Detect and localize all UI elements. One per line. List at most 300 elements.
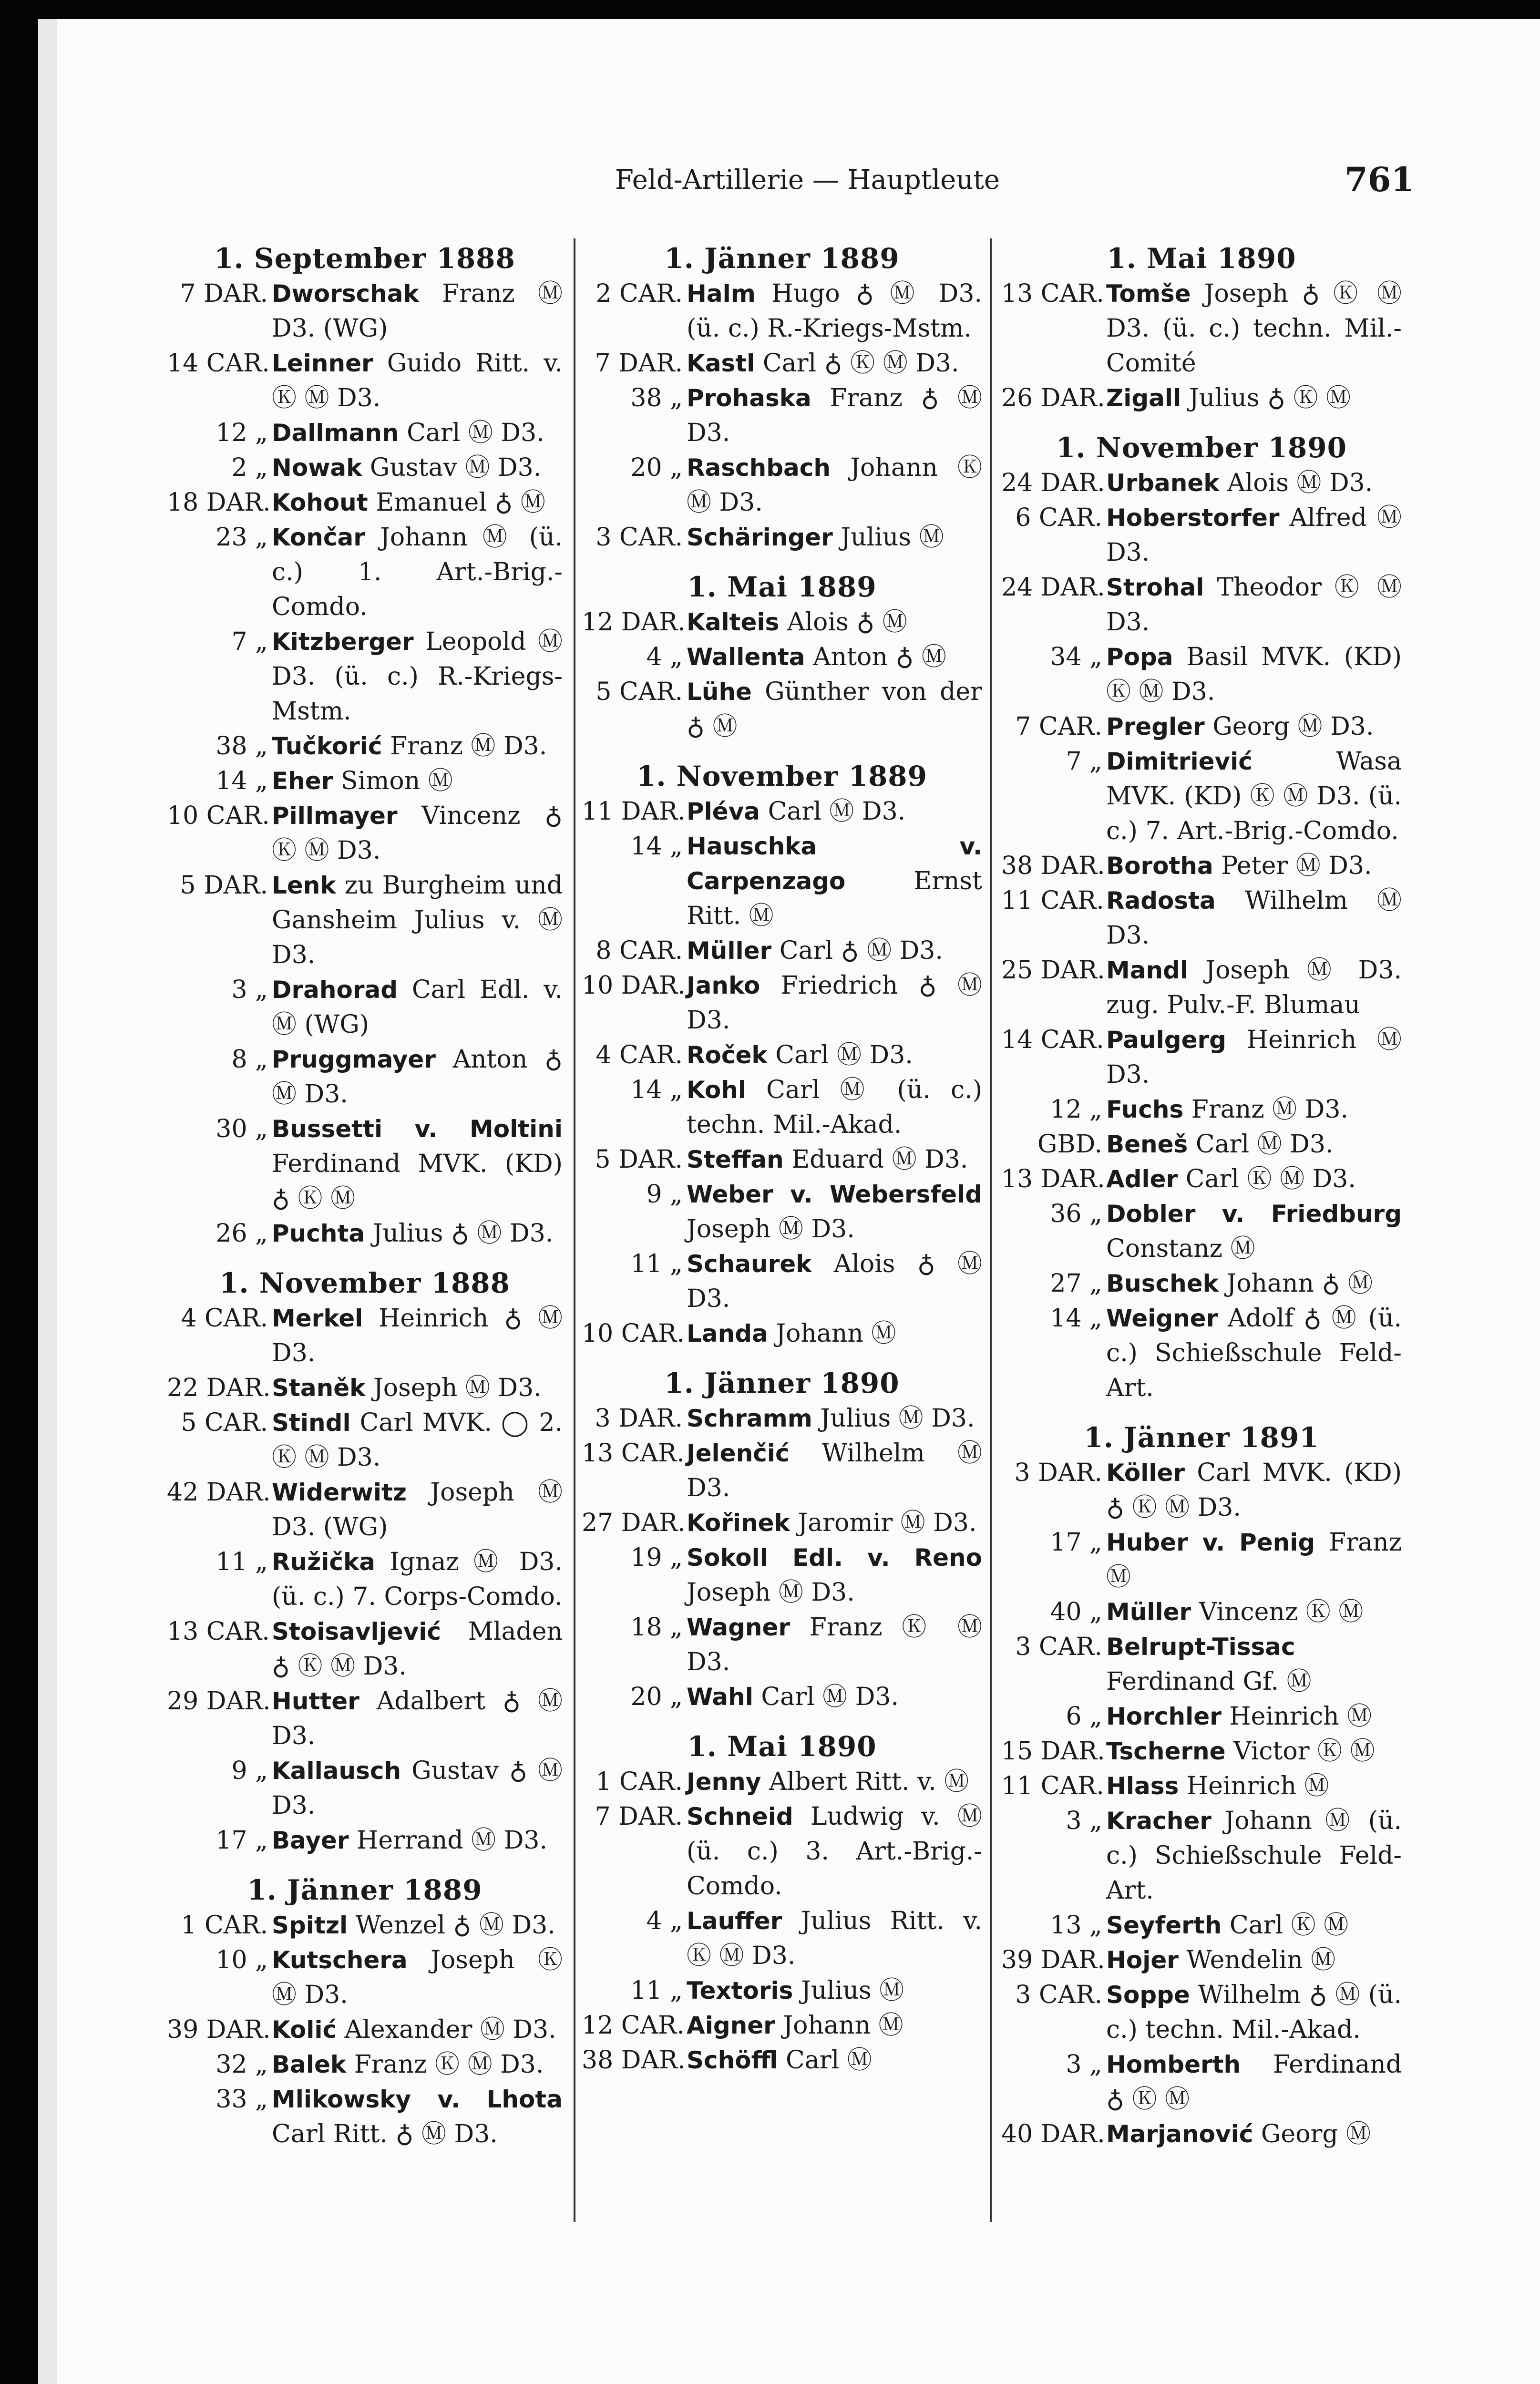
- officer-details: Jaromir Ⓜ D3.: [798, 1509, 977, 1537]
- officer-text: [272, 2082, 563, 2152]
- officer-entry: [167, 416, 563, 451]
- unit-label: 13 DAR.: [1001, 1165, 1105, 1193]
- officer-text: [687, 1073, 982, 1142]
- officer-name: Jelenčić: [687, 1439, 790, 1467]
- officer-details: Carl Ⓜ D3.: [1195, 1130, 1334, 1159]
- officer-entry: [1001, 1525, 1402, 1595]
- officer-name: Raschbach: [687, 454, 831, 482]
- officer-entry: [582, 968, 982, 1038]
- unit-label: 13 CAR.: [1001, 279, 1104, 308]
- unit-label: 7 DAR.: [180, 279, 268, 308]
- officer-details: Carl ♁ Ⓜ D3.: [779, 936, 943, 965]
- officer-text: [272, 1545, 563, 1614]
- officer-name: Aigner: [687, 2012, 775, 2039]
- officer-details: Eduard Ⓜ D3.: [791, 1145, 968, 1174]
- officer-text: [687, 1541, 982, 1610]
- officer-details: Joseph Ⓜ D3.: [687, 1215, 855, 1243]
- officer-details: Joseph Ⓜ D3.: [687, 1578, 855, 1607]
- column-2: [582, 241, 982, 2078]
- officer-details: Johann Ⓚ Ⓜ D3.: [687, 453, 983, 517]
- officer-name: Hauschka v. Carpenzago: [687, 832, 982, 895]
- officer-name: Dobler v. Friedburg: [1106, 1200, 1402, 1228]
- officer-entry: [1001, 381, 1402, 416]
- officer-entry: [1001, 277, 1402, 381]
- officer-name: Wahl: [687, 1683, 753, 1711]
- officer-name: Kastl: [687, 349, 755, 377]
- officer-name: Kalteis: [687, 608, 780, 636]
- officer-entry: [167, 1042, 563, 1112]
- officer-entry: [582, 1038, 982, 1073]
- unit-label: 12 „: [216, 419, 268, 447]
- officer-name: Prohaska: [687, 384, 811, 412]
- section-heading: 1. November 1888: [219, 1267, 511, 1299]
- unit-label: 3 CAR.: [1015, 1981, 1102, 2009]
- officer-name: Stindl: [272, 1409, 351, 1437]
- officer-entry: [582, 1904, 982, 1973]
- officer-text: [687, 794, 982, 829]
- officer-text: [1106, 1266, 1402, 1301]
- officer-entry: [1001, 744, 1402, 849]
- officer-name: Schramm: [687, 1405, 812, 1432]
- officer-entry: [582, 1401, 982, 1436]
- unit-label: 17 „: [1050, 1528, 1102, 1557]
- officer-entry: [1001, 1630, 1402, 1699]
- officer-details: Georg Ⓜ: [1261, 2120, 1371, 2148]
- column-rule: [574, 238, 575, 2222]
- officer-details: Günther von der ♁ Ⓜ: [687, 678, 983, 741]
- officer-details: Carl Ⓜ D3.: [761, 1683, 899, 1711]
- officer-text: [1106, 381, 1402, 416]
- officer-details: Carl MVK. ◯ 2. Ⓚ Ⓜ D3.: [272, 1408, 563, 1472]
- unit-label: 19 „: [630, 1543, 683, 1572]
- unit-label: GBD.: [1037, 1130, 1102, 1159]
- officer-name: Borotha: [1106, 852, 1213, 880]
- officer-entry: [582, 1142, 982, 1177]
- officer-details: Franz Ⓜ D3.: [390, 732, 547, 760]
- scan-border-left: [0, 0, 38, 2384]
- officer-entry: [582, 675, 982, 744]
- officer-name: Hoberstorfer: [1106, 504, 1280, 532]
- officer-text: [272, 1301, 563, 1371]
- officer-details: Joseph Ⓜ D3. (WG): [272, 1478, 563, 1541]
- officer-text: [272, 868, 563, 973]
- officer-details: Carl Edl. v. Ⓜ (WG): [272, 976, 563, 1039]
- unit-label: 6 „: [1066, 1702, 1102, 1731]
- officer-name: Staněk: [272, 1374, 366, 1402]
- officer-name: Kitzberger: [272, 628, 414, 656]
- officer-details: Julius ♁ Ⓜ D3.: [372, 1219, 554, 1248]
- officer-details: Julius Ⓜ: [841, 523, 944, 552]
- officer-text: [272, 1614, 563, 1684]
- officer-text: [272, 1042, 563, 1112]
- officer-details: Franz Ⓜ D3. (WG): [272, 279, 563, 343]
- officer-text: [1106, 1699, 1402, 1734]
- officer-name: Balek: [272, 2051, 347, 2078]
- officer-name: Schneid: [687, 1803, 793, 1830]
- officer-entry: [582, 605, 982, 640]
- officer-name: Lenk: [272, 872, 336, 899]
- officer-entry: [1001, 884, 1402, 953]
- officer-text: [272, 1406, 563, 1475]
- officer-entry: [167, 1216, 563, 1251]
- officer-text: [687, 1973, 982, 2008]
- officer-entry: [1001, 1908, 1402, 1943]
- officer-entry: [582, 381, 982, 451]
- officer-text: [1106, 1456, 1402, 1525]
- officer-details: Mladen ♁ Ⓚ Ⓜ D3.: [272, 1617, 563, 1681]
- officer-details: Julius ♁ Ⓚ Ⓜ: [1189, 384, 1351, 412]
- officer-entry: [1001, 1092, 1402, 1127]
- officer-details: Johann Ⓜ (ü. c.) Schießschule Feld-Art.: [1106, 1807, 1402, 1905]
- officer-details: Julius Ⓜ D3.: [820, 1404, 975, 1433]
- officer-entry: [167, 868, 563, 973]
- unit-label: 6 CAR.: [1015, 504, 1102, 532]
- officer-details: Carl ♁ Ⓚ Ⓜ D3.: [762, 349, 959, 378]
- unit-label: 26 „: [216, 1219, 268, 1248]
- unit-label: 22 DAR.: [167, 1374, 271, 1402]
- officer-details: Gustav ♁ Ⓜ D3.: [272, 1757, 563, 1820]
- officer-text: [687, 1765, 982, 1799]
- officer-details: Ludwig v. Ⓜ (ü. c.) 3. Art.-Brig.-Comdo.: [687, 1802, 982, 1901]
- officer-name: Kutschera: [272, 1946, 408, 1974]
- officer-text: [272, 485, 563, 520]
- officer-text: [1106, 466, 1402, 501]
- officer-entry: [167, 1545, 563, 1614]
- officer-entry: [167, 973, 563, 1042]
- officer-details: Constanz Ⓜ: [1106, 1234, 1255, 1263]
- officer-entry: [167, 346, 563, 416]
- officer-details: Hugo ♁ Ⓜ D3. (ü. c.) R.-Kriegs-Mstm.: [687, 279, 982, 343]
- officer-text: [1106, 849, 1402, 884]
- unit-label: 7 CAR.: [1015, 712, 1102, 741]
- officer-text: [687, 520, 982, 555]
- officer-entry: [167, 485, 563, 520]
- officer-entry: [1001, 1699, 1402, 1734]
- unit-label: 7 DAR.: [595, 1802, 683, 1831]
- officer-name: Puchta: [272, 1220, 365, 1247]
- officer-details: Heinrich Ⓜ: [1186, 1772, 1329, 1800]
- officer-entry: [1001, 2117, 1402, 2152]
- unit-label: 5 DAR.: [180, 871, 268, 900]
- officer-text: [687, 605, 982, 640]
- officer-text: [272, 1943, 563, 2013]
- unit-label: 27 DAR.: [582, 1509, 686, 1537]
- officer-details: Joseph Ⓜ D3. zug. Pulv.-F. Blumau: [1106, 956, 1402, 1019]
- officer-text: [272, 2047, 563, 2082]
- officer-text: [1106, 570, 1402, 640]
- officer-text: [272, 1823, 563, 1858]
- officer-entry: [167, 1943, 563, 2013]
- officer-entry: [582, 1177, 982, 1247]
- unit-label: 3 DAR.: [595, 1404, 683, 1433]
- officer-details: Wenzel ♁ Ⓜ D3.: [355, 1911, 555, 1940]
- officer-name: Schäringer: [687, 524, 833, 551]
- section-heading: 1. Mai 1889: [687, 571, 877, 603]
- unit-label: 40 „: [1050, 1598, 1102, 1626]
- officer-text: [1106, 884, 1402, 953]
- unit-label: 5 DAR.: [595, 1145, 683, 1174]
- officer-details: Ignaz Ⓜ D3. (ü. c.) 7. Corps-Comdo.: [272, 1548, 563, 1611]
- page-number: 761: [1345, 160, 1415, 199]
- unit-label: 1 CAR.: [181, 1911, 268, 1940]
- officer-details: Vincenz ♁ Ⓚ Ⓜ D3.: [272, 802, 563, 865]
- officer-name: Weigner: [1106, 1305, 1218, 1332]
- unit-label: 3 DAR.: [1014, 1459, 1102, 1487]
- officer-details: Peter Ⓜ D3.: [1221, 852, 1372, 880]
- officer-entry: [167, 1908, 563, 1943]
- unit-label: 14 „: [216, 767, 268, 795]
- officer-entry: [167, 1112, 563, 1216]
- officer-entry: [582, 346, 982, 381]
- unit-label: 38 „: [216, 732, 268, 760]
- unit-label: 8 „: [231, 1045, 268, 1074]
- unit-label: 12 „: [1050, 1095, 1102, 1124]
- officer-name: Horchler: [1106, 1703, 1222, 1730]
- officer-name: Lühe: [687, 678, 752, 706]
- officer-details: Carl Ⓜ D3.: [775, 1041, 913, 1069]
- unit-label: 18 DAR.: [167, 488, 271, 517]
- officer-details: zu Burgheim und Gansheim Julius v. Ⓜ D3.: [272, 871, 563, 969]
- unit-label: 25 DAR.: [1001, 956, 1105, 985]
- officer-text: [1106, 1301, 1402, 1406]
- unit-label: 39 DAR.: [1001, 1946, 1105, 1974]
- unit-label: 13 „: [1050, 1911, 1102, 1940]
- unit-label: 5 CAR.: [595, 678, 683, 706]
- officer-text: [1106, 953, 1402, 1023]
- unit-label: 20 „: [630, 453, 683, 482]
- officer-text: [1106, 2117, 1402, 2152]
- unit-label: 14 „: [630, 1076, 683, 1104]
- officer-text: [687, 1610, 982, 1680]
- officer-text: [687, 968, 982, 1038]
- column-3: [1001, 241, 1402, 2152]
- officer-text: [687, 1177, 982, 1247]
- officer-details: Adalbert ♁ Ⓜ D3.: [272, 1687, 563, 1750]
- officer-entry: [1001, 849, 1402, 884]
- officer-name: Pregler: [1106, 713, 1205, 740]
- unit-label: 11 „: [216, 1548, 268, 1576]
- officer-text: [687, 2043, 982, 2078]
- officer-entry: [1001, 1023, 1402, 1092]
- officer-entry: [167, 1406, 563, 1475]
- officer-entry: [1001, 1734, 1402, 1769]
- officer-text: [687, 381, 982, 451]
- unit-label: 39 DAR.: [167, 2015, 271, 2044]
- officer-text: [687, 1247, 982, 1316]
- officer-name: Hojer: [1106, 1946, 1179, 1974]
- officer-name: Köller: [1106, 1459, 1185, 1487]
- officer-entry: [1001, 1127, 1402, 1162]
- officer-details: Johann Ⓜ (ü. c.) 1. Art.-Brig.-Comdo.: [272, 523, 563, 621]
- unit-label: 3 CAR.: [1015, 1633, 1102, 1661]
- officer-name: Urbanek: [1106, 469, 1220, 497]
- officer-name: Bayer: [272, 1827, 349, 1854]
- unit-label: 12 CAR.: [582, 2011, 685, 2040]
- officer-entry: [1001, 1456, 1402, 1525]
- officer-details: Alois ♁ Ⓜ: [787, 608, 907, 637]
- officer-details: Carl Ⓚ Ⓜ: [1229, 1911, 1349, 1940]
- officer-details: Guido Ritt. v. Ⓚ Ⓜ D3.: [272, 349, 563, 412]
- section-heading: 1. Jänner 1891: [1084, 1421, 1319, 1454]
- officer-entry: [1001, 1769, 1402, 1804]
- unit-label: 40 DAR.: [1001, 2120, 1105, 2148]
- officer-details: Franz Ⓜ: [1106, 1528, 1402, 1592]
- officer-entry: [167, 2047, 563, 2082]
- unit-label: 32 „: [216, 2050, 268, 2079]
- officer-name: Huber v. Penig: [1106, 1529, 1315, 1556]
- unit-label: 2 „: [231, 453, 268, 482]
- officer-details: Carl Ⓜ (ü. c.) techn. Mil.-Akad.: [687, 1076, 982, 1139]
- unit-label: 9 „: [646, 1180, 683, 1209]
- section-heading: 1. Mai 1890: [1107, 242, 1296, 275]
- officer-name: Landa: [687, 1320, 768, 1347]
- officer-entry: [167, 2082, 563, 2152]
- officer-name: Eher: [272, 767, 333, 795]
- officer-details: Emanuel ♁ Ⓜ: [376, 488, 545, 517]
- unit-label: 18 „: [630, 1613, 683, 1642]
- officer-name: Dworschak: [272, 280, 419, 308]
- officer-text: [687, 346, 982, 381]
- officer-text: [1106, 1023, 1402, 1092]
- officer-name: Adler: [1106, 1165, 1178, 1193]
- officer-details: Julius Ⓜ: [801, 1976, 904, 2005]
- unit-label: 4 „: [646, 643, 683, 671]
- unit-label: 9 „: [231, 1757, 268, 1785]
- officer-text: [272, 1371, 563, 1406]
- officer-entry: [1001, 1266, 1402, 1301]
- officer-details: Victor Ⓚ Ⓜ: [1233, 1737, 1375, 1766]
- officer-details: Franz ♁ Ⓜ D3.: [687, 384, 982, 447]
- unit-label: 4 CAR.: [181, 1304, 268, 1333]
- officer-text: [272, 277, 563, 346]
- unit-label: 38 DAR.: [582, 2046, 686, 2075]
- officer-text: [687, 1436, 982, 1506]
- officer-name: Ružička: [272, 1548, 375, 1576]
- unit-label: 11 DAR.: [582, 797, 686, 826]
- officer-entry: [167, 1371, 563, 1406]
- officer-name: Wagner: [687, 1613, 791, 1641]
- officer-name: Kallausch: [272, 1757, 401, 1785]
- unit-label: 14 CAR.: [167, 349, 270, 378]
- officer-text: [1106, 1908, 1402, 1943]
- officer-details: Wendelin Ⓜ: [1186, 1946, 1336, 1974]
- section-heading: 1. November 1890: [1056, 432, 1347, 464]
- officer-text: [1106, 2047, 1402, 2117]
- unit-label: 7 DAR.: [595, 349, 683, 378]
- officer-name: Belrupt-Tissac: [1106, 1633, 1295, 1661]
- officer-entry: [582, 829, 982, 934]
- unit-label: 11 CAR.: [1001, 1772, 1104, 1800]
- officer-entry: [1001, 466, 1402, 501]
- officer-name: Merkel: [272, 1305, 363, 1332]
- page-gutter: [38, 19, 57, 2384]
- officer-name: Dallmann: [272, 419, 399, 447]
- officer-details: Ferdinand Gf. Ⓜ: [1106, 1667, 1312, 1696]
- officer-text: [272, 1216, 563, 1251]
- officer-details: Heinrich Ⓜ: [1229, 1702, 1372, 1731]
- unit-label: 13 CAR.: [582, 1439, 685, 1468]
- officer-entry: [1001, 1978, 1402, 2047]
- unit-label: 3 „: [1066, 1807, 1102, 1835]
- unit-label: 15 DAR.: [1001, 1737, 1105, 1766]
- officer-text: [272, 2013, 563, 2047]
- officer-entry: [582, 2043, 982, 2078]
- officer-details: Johann Ⓜ: [783, 2011, 903, 2040]
- officer-text: [272, 625, 563, 729]
- officer-name: Kracher: [1106, 1807, 1211, 1835]
- officer-name: Halm: [687, 280, 756, 308]
- unit-label: 12 DAR.: [582, 608, 686, 637]
- officer-entry: [167, 1823, 563, 1858]
- officer-text: [272, 799, 563, 868]
- officer-entry: [167, 2013, 563, 2047]
- officer-entry: [167, 451, 563, 485]
- officer-name: Hlass: [1106, 1772, 1179, 1800]
- officer-details: Heinrich Ⓜ D3.: [1106, 1026, 1402, 1089]
- officer-name: Janko: [687, 972, 760, 999]
- officer-name: Popa: [1106, 643, 1173, 671]
- officer-details: Franz Ⓚ Ⓜ D3.: [354, 2050, 544, 2079]
- unit-label: 11 „: [630, 1976, 683, 2005]
- officer-text: [1106, 277, 1402, 381]
- officer-details: Ferdinand ♁ Ⓚ Ⓜ: [1106, 2050, 1402, 2114]
- officer-entry: [582, 1973, 982, 2008]
- officer-details: Joseph ♁ Ⓚ Ⓜ D3. (ü. c.) techn. Mil.-Comité: [1106, 279, 1402, 378]
- officer-name: Drahorad: [272, 976, 398, 1004]
- officer-details: Carl Ⓜ: [785, 2046, 872, 2075]
- officer-text: [687, 829, 982, 934]
- unit-label: 3 „: [1066, 2050, 1102, 2079]
- section-heading: 1. September 1888: [214, 242, 515, 275]
- officer-text: [272, 346, 563, 416]
- unit-label: 3 „: [231, 976, 268, 1004]
- running-head: Feld-Artillerie — Hauptleute: [615, 164, 1000, 195]
- officer-entry: [1001, 953, 1402, 1023]
- officer-details: Ferdinand MVK. (KD) ♁ Ⓚ Ⓜ: [272, 1150, 563, 1213]
- officer-text: [1106, 744, 1402, 849]
- officer-entry: [582, 1541, 982, 1610]
- section-heading: 1. Jänner 1889: [664, 242, 900, 275]
- unit-label: 11 CAR.: [1001, 886, 1104, 915]
- officer-name: Sokoll Edl. v. Reno: [687, 1544, 982, 1572]
- officer-details: Ernst Ritt. Ⓜ: [687, 867, 982, 930]
- unit-label: 4 CAR.: [595, 1041, 683, 1069]
- officer-details: Carl MVK. (KD) ♁ Ⓚ Ⓜ D3.: [1106, 1459, 1402, 1522]
- officer-name: Kolić: [272, 2016, 337, 2044]
- column-1: [167, 241, 563, 2152]
- officer-entry: [582, 640, 982, 675]
- officer-text: [272, 416, 563, 451]
- officer-text: [272, 1754, 563, 1823]
- scan-border-top: [0, 0, 1540, 19]
- officer-text: [272, 764, 563, 799]
- unit-label: 27 „: [1050, 1269, 1102, 1298]
- officer-name: Kořinek: [687, 1509, 790, 1537]
- officer-text: [687, 277, 982, 346]
- officer-details: Joseph Ⓜ D3.: [373, 1374, 542, 1402]
- officer-name: Tučkorić: [272, 732, 382, 760]
- officer-text: [687, 1904, 982, 1973]
- officer-entry: [167, 729, 563, 764]
- officer-text: [687, 934, 982, 968]
- officer-name: Mandl: [1106, 956, 1189, 984]
- officer-entry: [582, 1436, 982, 1506]
- officer-name: Pillmayer: [272, 802, 398, 830]
- unit-label: 38 „: [630, 384, 683, 412]
- officer-details: Gustav Ⓜ D3.: [370, 453, 542, 482]
- officer-entry: [582, 1316, 982, 1351]
- officer-text: [687, 2008, 982, 2043]
